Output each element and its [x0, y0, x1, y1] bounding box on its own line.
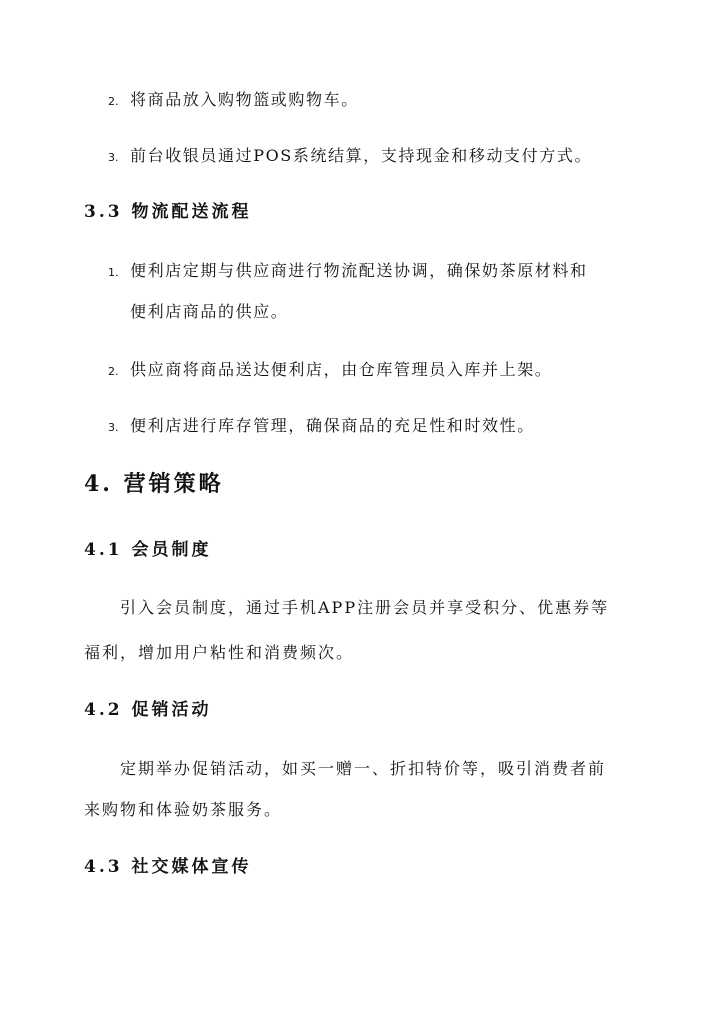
- list-number: 3.: [108, 421, 119, 434]
- list-item: [108, 146, 592, 168]
- list-text: 便利店进行库存管理，确保商品的充足性和时效性。: [130, 416, 535, 435]
- list-text: 便利店定期与供应商进行物流配送协调，确保奶茶原材料和: [130, 261, 588, 280]
- list-number: 3.: [108, 151, 119, 164]
- list-item: [108, 360, 552, 382]
- list-item: [108, 90, 359, 112]
- section-heading-4-1: 4.1 会员制度: [84, 540, 212, 560]
- section-heading-4: 4. 营销策略: [84, 471, 224, 497]
- list-item-continuation: 便利店商品的供应。: [130, 302, 289, 321]
- list-number: 1.: [108, 266, 119, 279]
- list-number: 2.: [108, 95, 119, 108]
- paragraph-line: 定期举办促销活动，如买一赠一、折扣特价等，吸引消费者前: [120, 759, 607, 778]
- section-heading-4-3: 4.3 社交媒体宣传: [84, 857, 252, 877]
- section-heading-3-3: 3.3 物流配送流程: [84, 202, 252, 222]
- paragraph-line: 引入会员制度，通过手机APP注册会员并享受积分、优惠券等: [120, 598, 610, 617]
- list-text: 前台收银员通过POS系统结算，支持现金和移动支付方式。: [130, 146, 593, 165]
- list-item: [108, 261, 588, 283]
- paragraph-line: 福利，增加用户粘性和消费频次。: [84, 643, 355, 662]
- list-number: 2.: [108, 365, 119, 378]
- list-text: 将商品放入购物篮或购物车。: [130, 90, 359, 109]
- section-heading-4-2: 4.2 促销活动: [84, 700, 212, 720]
- paragraph-line: 来购物和体验奶茶服务。: [84, 800, 283, 819]
- list-item: [108, 416, 535, 438]
- list-text: 供应商将商品送达便利店，由仓库管理员入库并上架。: [130, 360, 553, 379]
